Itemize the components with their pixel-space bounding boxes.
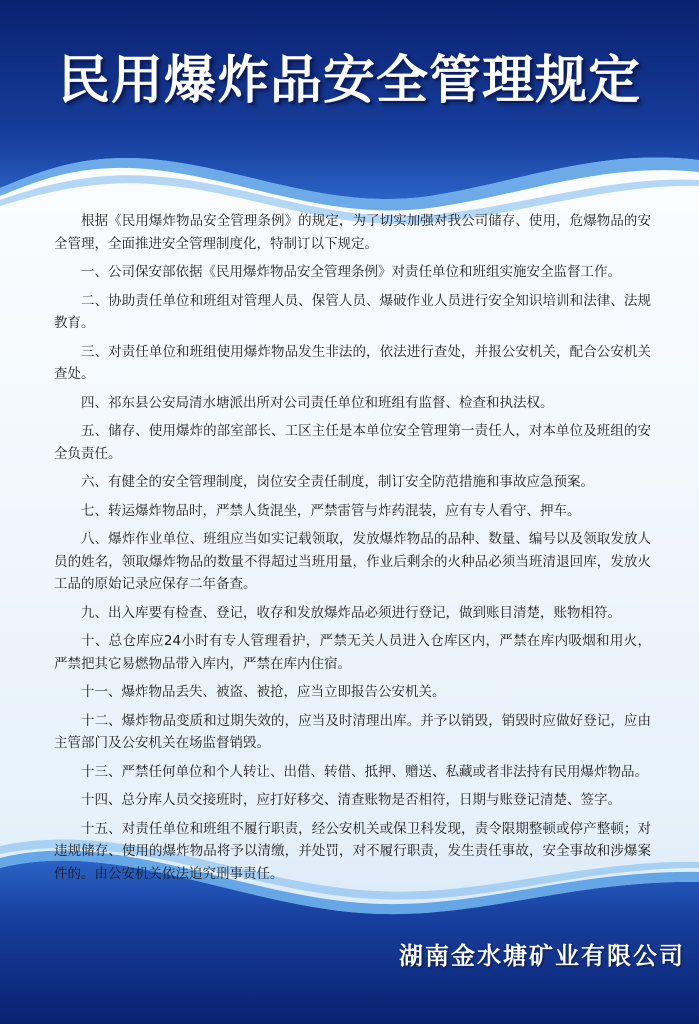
paragraph-5: 五、储存、使用爆炸的部室部长、工区主任是本单位安全管理第一责任人，对本单位及班组的安全负责任。 — [54, 423, 651, 462]
paragraph-14: 十四、总分库人员交接班时，应打好移交、清查账物是否相符，日期与账登记清楚、签字。 — [81, 792, 621, 808]
paragraph-2: 二、协助责任单位和班组对管理人员、保管人员、爆破作业人员进行安全知识培训和法律、法规教育。 — [54, 292, 651, 331]
paragraph-intro: 根据《民用爆炸物品安全管理条例》的规定，为了切实加强对我公司储存、使用，危爆物品的安全管理，全面推进安全管理制度化，特制订以下规定。 — [54, 213, 651, 252]
paragraph-15: 十五、对责任单位和班组不履行职责，经公安机关或保卫科发现，责令限期整顿或停产整顿；对违规储存、使用的爆炸物品将予以清缴，并处罚，对不履行职责，发生责任事故，安全事故和涉爆案件的。由公安机关依法追究刑事责任。 — [54, 820, 651, 882]
regulation-text — [54, 210, 651, 891]
paragraph-9: 九、出入库要有检查、登记，收存和发放爆炸品必须进行登记，做到账目清楚，账物相符。 — [81, 604, 621, 621]
paragraph-13: 十三、严禁任何单位和个人转让、出借、转借、抵押、赠送、私藏或者非法持有民用爆炸物品。 — [81, 763, 648, 780]
paragraph-1: 一、公司保安部依据《民用爆炸物品安全管理条例》对责任单位和班组实施安全监督工作。 — [81, 264, 621, 280]
paragraph-4: 四、祁东县公安局清水塘派出所对公司责任单位和班组有监督、检查和执法权。 — [81, 394, 554, 411]
paragraph-10: 十、总仓库应24小时有专人管理看护，严禁无关人员进入仓库区内，严禁在库内吸烟和用火，严禁把其它易燃物品带入库内，严禁在库内住宿。 — [54, 633, 651, 672]
company-name: 湖南金水塘矿业有限公司 — [399, 942, 685, 970]
paragraph-6: 六、有健全的安全管理制度，岗位安全责任制度，制订安全防范措施和事故应急预案。 — [81, 474, 594, 490]
paragraph-11: 十一、爆炸物品丢失、被盗、被抢，应当立即报告公安机关。 — [81, 684, 446, 700]
paragraph-7: 七、转运爆炸物品时，严禁人货混坐，严禁雷管与炸药混装，应有专人看守、押车。 — [81, 502, 581, 519]
poster-title: 民用爆炸品安全管理规定 — [57, 51, 641, 111]
paragraph-8: 八、爆炸作业单位、班组应当如实记载领取，发放爆炸物品的品种、数量、编号以及领取发放人员的姓名，领取爆炸物品的数量不得超过当班用量，作业后剩余的火种品必须当班清退回库，发放火工品的原始记录应保存二年备查。 — [54, 531, 651, 592]
paragraph-12: 十二、爆炸物品变质和过期失效的，应当及时清理出库。并予以销毁，销毁时应做好登记，应由主管部门及公安机关在场监督销毁。 — [54, 712, 651, 751]
paragraph-3: 三、对责任单位和班组使用爆炸物品发生非法的，依法进行查处，并报公安机关，配合公安机关查处。 — [54, 343, 651, 382]
